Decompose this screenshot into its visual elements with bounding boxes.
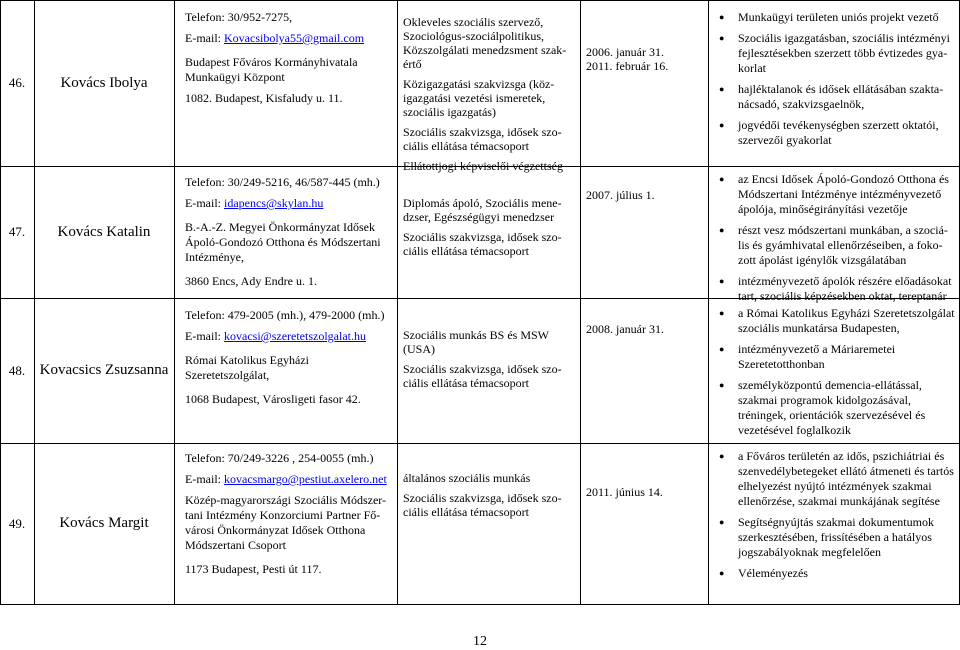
experience-item: ● jogvédői tevékenységben szerzett oktatói, szervezői gyakorlat	[716, 118, 958, 148]
row-number: 49.	[8, 515, 26, 531]
email-link[interactable]: kovacsi@szeretetszolgalat.hu	[224, 329, 366, 343]
experience-item: ● intézményvezető ápolók részére előadásokat tart, szociális képzésekben oktat, tereptanár	[716, 274, 958, 304]
date-text: 2011. február 16.	[586, 59, 669, 73]
experience-item: ● Munkaügyi területen uniós projekt vezető	[716, 10, 958, 25]
email-line	[185, 472, 395, 487]
dates	[586, 188, 706, 202]
email-line	[185, 329, 395, 344]
address-text: 1068 Budapest, Városligeti fasor 42.	[185, 392, 361, 406]
email-line	[185, 31, 395, 46]
email-line	[185, 196, 395, 211]
experience-item: ● a Főváros területén az idős, pszichiátriai és szenvedélybetegeket ellátó átmeneti és tartós elhelyezést nyújtó intézmények szakmai ellenőrzése, szakmai munkájának segítése	[716, 449, 958, 509]
contact-info	[185, 308, 395, 407]
qualification-text: Szociális szakvizsga, idősek szo-ciális ellátása témacsoport	[403, 230, 562, 258]
email-label: E-mail:	[185, 31, 224, 45]
address-text: 3860 Encs, Ady Endre u. 1.	[185, 274, 317, 288]
phone-text: Telefon: 70/249-3226 , 254-0055 (mh.)	[185, 451, 374, 465]
table-row	[0, 443, 960, 604]
contact-info	[185, 10, 395, 106]
experience-item: ● személyközpontú demencia-ellátással, szakmai programok kidolgozásával, tréningek, orientációk szervezésével és vezetésével foglalkozik	[716, 378, 958, 438]
qualifications	[403, 196, 578, 258]
email-link[interactable]: kovacsmargo@pestiut.axelero.net	[224, 472, 387, 486]
qualification-text: Szociális szakvizsga, idősek szo-ciális ellátása témacsoport	[403, 362, 562, 390]
organization-text: B.-A.-Z. Megyei Önkormányzat Idősek Ápoló-Gondozó Otthona és Módszertani Intézménye,	[185, 220, 381, 264]
date-text: 2006. január 31.	[586, 45, 664, 59]
organization-text: Munkaügyi Központ	[185, 70, 285, 84]
qualification-text: Szociális szakvizsga, idősek szo-ciális ellátása témacsoport	[403, 125, 562, 153]
qualification-text: Közigazgatási szakvizsga (köz-igazgatási vezetési ismeretek, szociális igazgatás)	[403, 77, 555, 119]
date-text: 2007. július 1.	[586, 188, 655, 202]
qualification-text: Ellátottjogi képviselői végzettség	[403, 159, 563, 173]
email-link[interactable]: idapencs@skylan.hu	[224, 196, 324, 210]
person-name: Kovács Margit	[59, 515, 149, 531]
dates	[586, 485, 706, 499]
qualifications	[403, 15, 578, 173]
experience	[716, 172, 958, 310]
experience-item: ● intézményvezető a Máriaremetei Szeretetotthonban	[716, 342, 958, 372]
experience	[716, 449, 958, 587]
email-link[interactable]: Kovacsibolya55@gmail.com	[224, 31, 365, 45]
table-row	[0, 166, 960, 303]
person-name: Kovács Katalin	[57, 223, 151, 240]
qualification-text: Szociális munkás BS és MSW (USA)	[403, 328, 549, 356]
table-row	[0, 298, 960, 443]
qualifications	[403, 328, 578, 390]
row-number: 46.	[8, 75, 26, 90]
contact-info	[185, 175, 395, 289]
phone-text: Telefon: 30/952-7275,	[185, 10, 293, 24]
experience	[716, 10, 958, 154]
table-row	[0, 0, 960, 173]
experience-item: ● Véleményezés	[716, 566, 958, 581]
experience-item: ● Szociális igazgatásban, szociális intézményi fejlesztésekben szerzett több évtizedes gya-korlat	[716, 31, 958, 76]
contact-info	[185, 451, 395, 577]
qualification-text: általános szociális munkás	[403, 471, 531, 485]
phone-text: Telefon: 30/249-5216, 46/587-445 (mh.)	[185, 175, 380, 189]
address-text: 1173 Budapest, Pesti út 117.	[185, 562, 322, 576]
organization-text: Budapest Főváros Kormányhivatala	[185, 55, 358, 69]
row-divider	[0, 604, 960, 605]
row-number: 47.	[8, 224, 26, 239]
qualification-text: Okleveles szociális szervező, Szociológus-szociálpolitikus, Közszolgálati menedzsment szak-értő	[403, 15, 567, 71]
qualification-text: Szociális szakvizsga, idősek szo-ciális ellátása témacsoport	[403, 491, 562, 519]
dates	[586, 45, 706, 73]
email-label: E-mail:	[185, 196, 224, 210]
experience-item: ● részt vesz módszertani munkában, a szociá-lis és gyámhivatal ellenőrzéseiben, a foko-zott ápolást igénylők vizsgálatában	[716, 223, 958, 268]
person-name: Kovács Ibolya	[60, 74, 148, 91]
organization-text: Közép-magyarországi Szociális Módszer-tani Intézmény Konzorciumi Partner Fő-városi Önkormányzat Idősek Otthona Módszertani Csoport	[185, 493, 387, 552]
experience-item: ● az Encsi Idősek Ápoló-Gondozó Otthona és Módszertani Intézménye intézményvezető ápolója, minőségirányítási vezetője	[716, 172, 958, 217]
date-text: 2008. január 31.	[586, 322, 664, 336]
email-label: E-mail:	[185, 329, 224, 343]
email-label: E-mail:	[185, 472, 224, 486]
organization-text: Római Katolikus Egyházi Szeretetszolgálat,	[185, 353, 309, 382]
qualifications	[403, 471, 578, 519]
experience-item: ● hajléktalanok és idősek ellátásában szakta-nácsadó, szakvizsgaelnök,	[716, 82, 958, 112]
experience-item: ● a Római Katolikus Egyházi Szeretetszolgálat szociális munkatársa Budapesten,	[716, 306, 958, 336]
qualification-text: Diplomás ápoló, Szociális mene-dzser, Egészségügyi menedzser	[403, 196, 562, 224]
experience-item: ● Segítségnyújtás szakmai dokumentumok szerkesztésében, frissítésében a hatályos jogszabályoknak megfelelően	[716, 515, 958, 560]
person-name: Kovacsics Zsuzsanna	[39, 362, 169, 378]
date-text: 2011. június 14.	[586, 485, 663, 499]
address-text: 1082. Budapest, Kisfaludy u. 11.	[185, 91, 343, 105]
phone-text: Telefon: 479-2005 (mh.), 479-2000 (mh.)	[185, 308, 385, 322]
experience	[716, 306, 958, 444]
row-number: 48.	[8, 362, 26, 378]
dates	[586, 322, 706, 336]
page-number: 12	[473, 634, 487, 649]
